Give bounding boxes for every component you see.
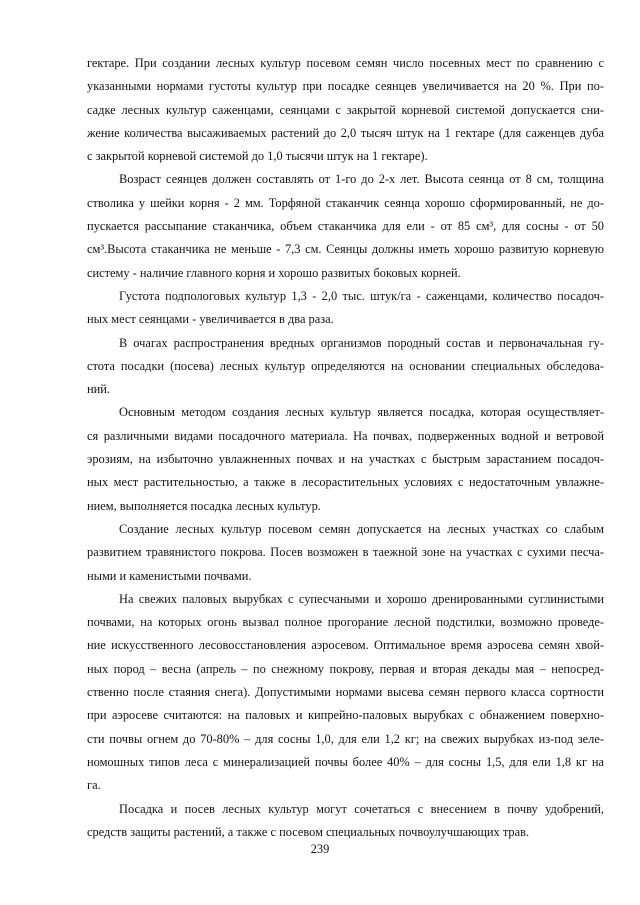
text-line: пускается рассыпание стаканчика, объем стаканчика для ели - от 85 см³, для сосны - от 50 — [87, 219, 604, 234]
text-line: Возраст сеянцев должен составлять от 1-го до 2-х лет. Высота сеянца от 8 см, толщина — [119, 172, 604, 187]
text-line: На свежих паловых вырубках с супесчаными и хорошо дренированными суглинистыми — [119, 591, 604, 606]
paragraph — [87, 52, 604, 168]
page-number: 239 — [310, 842, 330, 856]
text-line: почвами, на которых огонь вызвал полное прогорание лесной подстилки, возможно проведе- — [87, 615, 604, 630]
paragraph — [87, 518, 604, 588]
text-line: жение количества высаживаемых растений до 2,0 тысяч штук на 1 гектаре (для саженцев дуба — [87, 125, 604, 140]
text-line: ных пород – весна (апрель – по снежному покрову, первая и вторая декады мая – непосред- — [87, 661, 604, 676]
paragraph — [87, 285, 604, 332]
text-line: ных мест растительностью, а также в лесорастительных условиях с недостаточным увлажне- — [87, 475, 604, 490]
text-line: при аэросеве считаются: на паловых и кипрейно-паловых вырубках с обнажением поверхно- — [87, 708, 604, 723]
paragraph — [87, 798, 604, 845]
text-line: ние искусственного лесовосстановления аэросевом. Оптимальное время аэросева семян хвой- — [87, 638, 604, 653]
paragraph — [87, 332, 604, 402]
text-line: см³.Высота стаканчика не меньше - 7,3 см. Сеянцы должны иметь хорошо развитую корневую — [87, 242, 604, 257]
text-line: стота посадки (посева) лесных культур определяются на основании специальных обследова- — [87, 358, 604, 373]
text-line: В очагах распространения вредных организмов породный состав и первоначальная гу- — [119, 335, 604, 350]
text-line: садке лесных культур саженцами, сеянцами с закрытой корневой системой допускается сни- — [87, 102, 604, 117]
text-line: ся различными видами посадочного материала. На почвах, подверженных водной и ветровой — [87, 428, 604, 443]
text-line: эрозиям, на избыточно увлажненных почвах и на участках с быстрым зарастанием посадоч- — [87, 452, 604, 467]
text-line: развитием травянистого покрова. Посев возможен в таежной зоне на участках с сухими песча- — [87, 545, 604, 560]
text-line: средств защиты растений, а также с посевом специальных почвоулучшающих трав. — [87, 824, 530, 839]
text-line: Посадка и посев лесных культур могут сочетаться с внесением в почву удобрений, — [119, 801, 604, 816]
paragraph — [87, 588, 604, 798]
text-line: систему - наличие главного корня и хорошо развитых боковых корней. — [87, 265, 461, 280]
text-line: ных мест сеянцами - увеличивается в два раза. — [87, 312, 334, 327]
text-line: нием, выполняется посадка лесных культур. — [87, 498, 321, 513]
text-line: Основным методом создания лесных культур является посадка, которая осуществляет- — [119, 405, 604, 420]
text-line: стволика у шейки корня - 2 мм. Торфяной стаканчик сеянца хорошо сформированный, не до- — [87, 195, 604, 210]
text-line: сти почвы огнем до 70-80% – для сосны 1,0, для ели 1,2 кг; на свежих вырубках из-под зеле- — [87, 731, 604, 746]
text-line: га. — [87, 778, 101, 793]
text-line: ний. — [87, 382, 110, 397]
text-line: номошных типов леса с минерализацией почвы более 40% – для сосны 1,5, для ели 1,8 кг на — [87, 754, 604, 769]
text-line: указанными нормами густоты культур при посадке сеянцев увеличивается на 20 %. При по- — [87, 79, 604, 94]
text-line: Густота подпологовых культур 1,3 - 2,0 тыс. штук/га - саженцами, количество посадоч- — [119, 288, 604, 303]
body-text — [87, 52, 604, 844]
text-line: Создание лесных культур посевом семян допускается на лесных участках со слабым — [119, 521, 604, 536]
text-line: гектаре. При создании лесных культур посевом семян число посевных мест по сравнению с — [87, 56, 604, 70]
text-line: ными и каменистыми почвами. — [87, 568, 252, 583]
paragraph — [87, 168, 604, 284]
paragraph — [87, 401, 604, 517]
text-line: с закрытой корневой системой до 1,0 тысячи штук на 1 гектаре). — [87, 149, 428, 164]
text-line: ственно после стаяния снега). Допустимыми нормами высева семян первого класса сортности — [87, 685, 604, 700]
